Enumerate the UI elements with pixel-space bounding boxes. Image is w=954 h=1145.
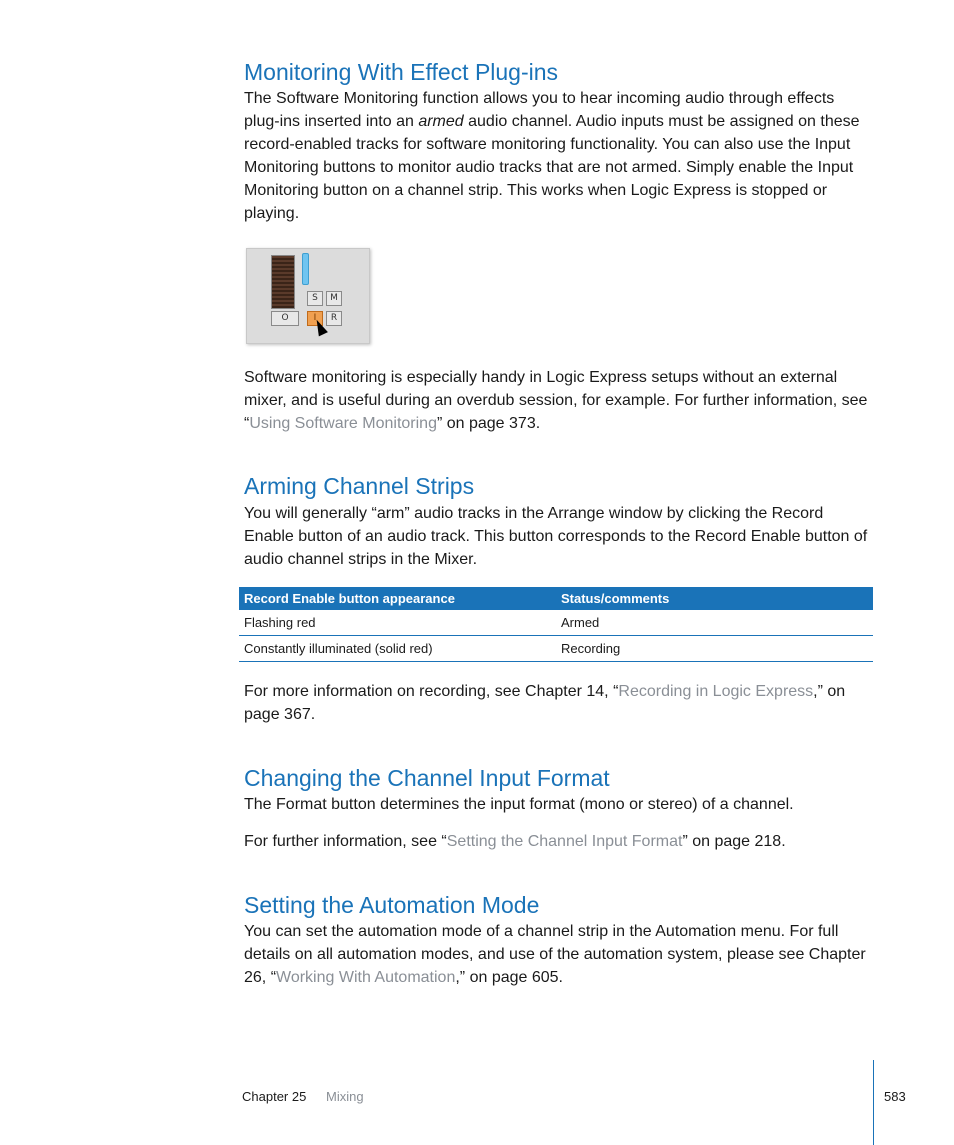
heading-arming-channel-strips: Arming Channel Strips bbox=[244, 473, 475, 499]
paragraph-automation bbox=[244, 920, 874, 989]
table-row bbox=[239, 636, 873, 662]
link-working-with-automation[interactable]: Working With Automation bbox=[276, 969, 456, 986]
footer-chapter: Chapter 25 bbox=[242, 1089, 307, 1104]
footer-section-link[interactable]: Mixing bbox=[326, 1089, 364, 1104]
text: Software monitoring is especially handy in Logic Express setups without an external mixer, and is useful during an overdub session, for example. For further information, see “ bbox=[244, 369, 868, 432]
heading-setting-automation-mode: Setting the Automation Mode bbox=[244, 892, 540, 918]
footer-divider bbox=[873, 1060, 874, 1145]
text: audio channel. Audio inputs must be assigned on these record-enabled tracks for software monitoring functionality. You can also use the Input Monitoring buttons to monitor audio tracks that are not armed. Simply enable the Input Monitoring button on a channel strip. This works when Logic Express is stopped or playing. bbox=[244, 113, 860, 222]
solo-button[interactable]: S bbox=[307, 291, 323, 306]
paragraph-software-monitoring-handy bbox=[244, 366, 874, 435]
table-header-status: Status/comments bbox=[556, 587, 873, 610]
text: You can set the automation mode of a channel strip in the Automation menu. For full details on all automation modes, and use of the automation system, please see Chapter 26, “ bbox=[244, 923, 866, 986]
paragraph-software-monitoring bbox=[244, 87, 874, 225]
link-setting-channel-input-format[interactable]: Setting the Channel Input Format bbox=[446, 833, 683, 850]
input-monitoring-button[interactable]: I bbox=[307, 311, 323, 326]
text: ,” on page 367. bbox=[244, 683, 846, 723]
text: ” on page 373. bbox=[436, 415, 541, 432]
paragraph-format-button: The Format button determines the input format (mono or stereo) of a channel. bbox=[244, 796, 794, 813]
text: ” on page 218. bbox=[682, 833, 786, 850]
table-row bbox=[239, 610, 873, 636]
text: For further information, see “ bbox=[244, 833, 447, 850]
level-meter bbox=[271, 255, 295, 309]
paragraph-arming: You will generally “arm” audio tracks in the Arrange window by clicking the Record Enable button of an audio track. This button corresponds to the Record Enable button of audio channel strips in the Mixer. bbox=[244, 505, 868, 568]
paragraph-format-further-info bbox=[244, 830, 874, 853]
format-button[interactable]: O bbox=[271, 311, 299, 326]
table-header-appearance: Record Enable button appearance bbox=[239, 587, 556, 610]
record-enable-table bbox=[239, 587, 873, 662]
heading-monitoring-effect-plugins: Monitoring With Effect Plug-ins bbox=[244, 59, 559, 85]
emphasis-armed: armed bbox=[418, 113, 464, 130]
heading-changing-channel-input-format: Changing the Channel Input Format bbox=[244, 765, 610, 791]
page-number: 583 bbox=[884, 1089, 906, 1104]
table-header-row bbox=[239, 587, 873, 610]
table-cell: Flashing red bbox=[239, 610, 556, 636]
fader-indicator bbox=[302, 253, 309, 285]
channel-strip-figure bbox=[246, 248, 370, 344]
mute-button[interactable]: M bbox=[326, 291, 342, 306]
record-enable-button[interactable]: R bbox=[326, 311, 342, 326]
text: ,” on page 605. bbox=[455, 969, 563, 986]
link-recording-in-logic-express[interactable]: Recording in Logic Express bbox=[618, 683, 814, 700]
table-cell: Constantly illuminated (solid red) bbox=[239, 636, 556, 662]
text: For more information on recording, see Chapter 14, “ bbox=[244, 683, 619, 700]
table-cell: Recording bbox=[556, 636, 873, 662]
text: The Software Monitoring function allows you to hear incoming audio through effects plug-ins inserted into an bbox=[244, 90, 835, 130]
paragraph-recording-info bbox=[244, 680, 874, 726]
link-using-software-monitoring[interactable]: Using Software Monitoring bbox=[249, 415, 437, 432]
table-cell: Armed bbox=[556, 610, 873, 636]
